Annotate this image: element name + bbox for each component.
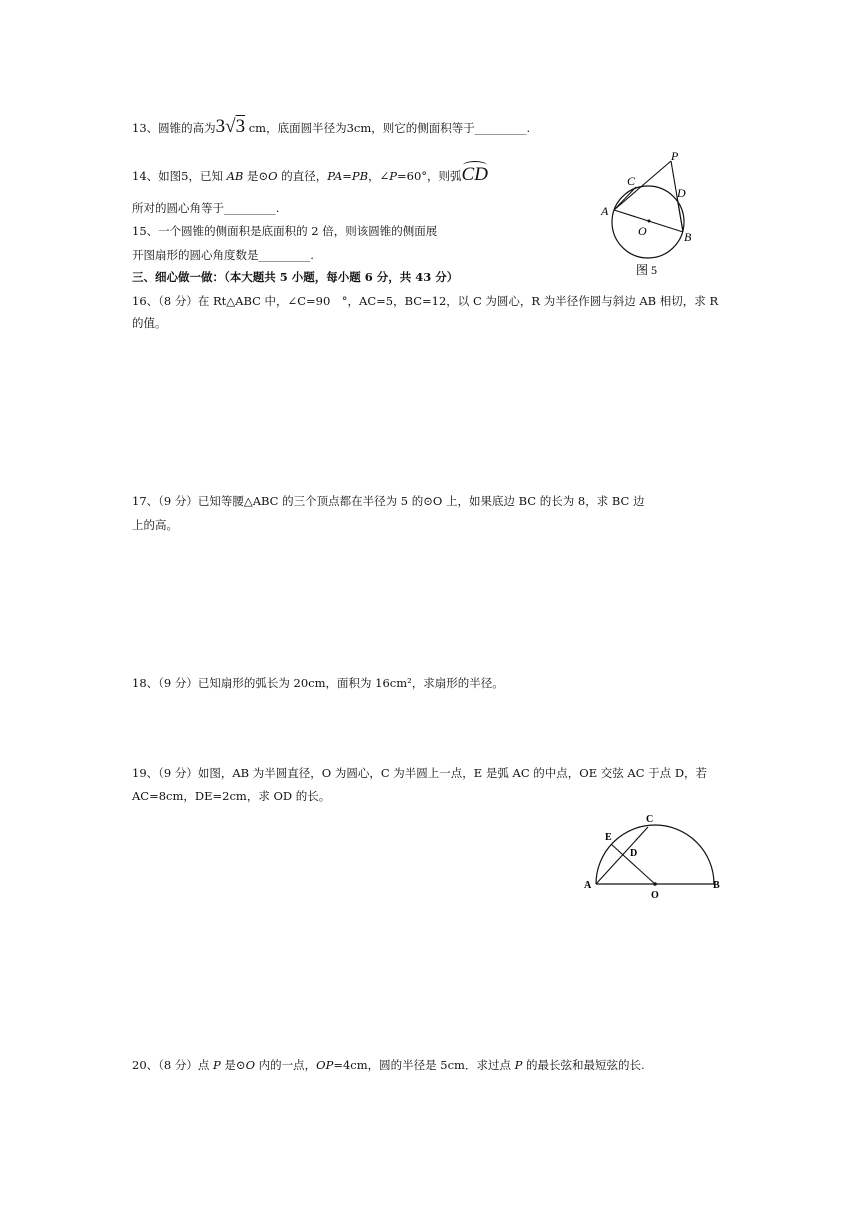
fig5-label-o: O <box>638 224 647 238</box>
figure-5 <box>590 145 710 280</box>
sqrt-expression: 3√3 <box>215 116 246 137</box>
question-20: 20、（8 分）点 P 是⊙O 内的一点，OP=4cm，圆的半径是 5cm．求过点 P 的最长弦和最短弦的长. <box>132 1058 645 1072</box>
question-15-line-1: 15、一个圆锥的侧面积是底面积的 2 倍，则该圆锥的侧面展 <box>132 224 438 238</box>
question-19-line-1: 19、（9 分）如图，AB 为半圆直径，O 为圆心，C 为半圆上一点，E 是弧 AC 的中点，OE 交弦 AC 于点 D，若 <box>132 766 708 780</box>
figure-19 <box>580 808 730 906</box>
fig5-label-c: C <box>627 174 636 188</box>
question-14-line-1: 14、如图5，已知 AB 是⊙O 的直径，PA=PB，∠P=60°，则弧CD <box>132 164 488 185</box>
fig5-label-a: A <box>601 204 609 218</box>
fig5-label-b: B <box>684 230 692 244</box>
question-16-line-2: 的值。 <box>132 316 167 330</box>
fig19-label-e: E <box>605 832 612 843</box>
fig19-label-c: C <box>646 814 654 825</box>
fig5-line-bd <box>677 197 683 232</box>
question-17-line-2: 上的高。 <box>132 518 178 532</box>
question-15-line-2: 开图扇形的圆心角度数是_________. <box>132 248 314 262</box>
fig5-label-p: P <box>671 149 679 163</box>
q13-text-pre: 13、圆锥的高为 <box>132 121 216 135</box>
section-3-heading: 三、细心做一做：（本大题共 5 小题，每小题 6 分，共 43 分） <box>132 270 459 284</box>
fig5-center-dot <box>648 220 651 223</box>
question-13 <box>132 116 530 139</box>
fig5-line-ac <box>614 187 636 210</box>
fig19-label-d: D <box>630 848 638 859</box>
question-19-line-2: AC=8cm，DE=2cm，求 OD 的长。 <box>132 789 331 803</box>
question-14-line-2: 所对的圆心角等于_________. <box>132 201 280 215</box>
question-17-line-1: 17、（9 分）已知等腰△ABC 的三个顶点都在半径为 5 的⊙O 上，如果底边 BC 的长为 8，求 BC 边 <box>132 494 645 508</box>
fig5-line-ap <box>614 161 671 210</box>
fig19-center-dot <box>653 882 657 886</box>
fig19-label-b: B <box>713 880 720 891</box>
question-16-line-1: 16、（8 分）在 Rt△ABC 中，∠C=90 °，AC=5，BC=12，以 C 为圆心，R 为半径作圆与斜边 AB 相切，求 R <box>132 294 719 308</box>
q13-text-post: cm，底面圆半径为3cm，则它的侧面积等于_________. <box>245 121 531 135</box>
fig19-label-o: O <box>651 890 659 901</box>
question-18: 18、（9 分）已知扇形的弧长为 20cm，面积为 16cm²，求扇形的半径。 <box>132 676 504 690</box>
arc-cd: CD <box>461 164 488 185</box>
fig19-label-a: A <box>584 880 592 891</box>
fig19-semicircle <box>596 825 714 884</box>
fig5-caption: 图 5 <box>636 263 658 277</box>
fig5-label-d: D <box>677 186 686 200</box>
